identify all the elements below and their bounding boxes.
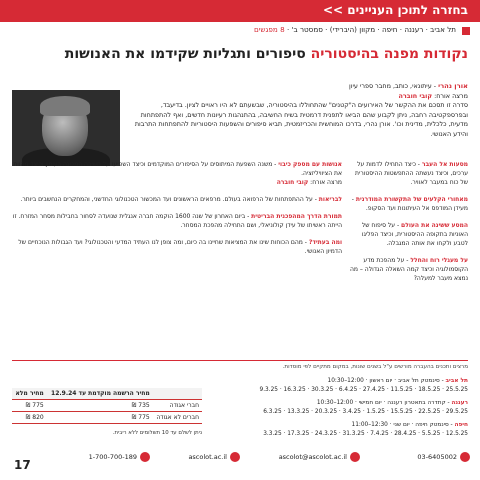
lecture-item <box>12 238 342 256</box>
lecture-item <box>12 195 342 204</box>
back-to-toc-link[interactable]: בחזרה לתוכן העניינים >> <box>322 3 468 17</box>
lecture-item <box>12 212 342 230</box>
phone-icon <box>140 452 150 462</box>
schedule-dates: 29.5.25 · 22.5.25 · 15.5.25 · 1.5.25 · 3.4.25 · 20.3.25 · 13.3.25 · 6.3.25 <box>263 408 468 415</box>
schedule-note: מרצים ותכנים בהעברה מורשים ע"ל בשנים שונות, במקום מתקיים לפי מוסדות. <box>282 364 468 370</box>
lecture-item <box>350 256 468 283</box>
lecture-title: לבריאות <box>318 196 342 203</box>
price-table <box>12 388 202 424</box>
email-text: ascolot@ascolot.ac.il <box>278 453 347 461</box>
red-square-icon <box>462 27 470 35</box>
schedule-row <box>208 399 468 416</box>
lecture-text: - ביום האחרון של שנה 1600 הוקמה חברה אנגלית שנועדה לסחור בחבילות מסחר המזרח. זו הייתה ראשיתו של עידן קולוניאלי, ושם התחילה מהפכת המסחר. <box>12 213 342 229</box>
lecture-item <box>350 160 468 187</box>
location-line: תל אביב · רעננה · חיפה · מקוון (היברידי) · סמסטר ב' · <box>284 25 456 34</box>
top-bar <box>0 0 480 22</box>
location-bar <box>10 25 470 37</box>
footer-phone-2[interactable] <box>89 452 150 462</box>
price-cell: חברים לא אגודה <box>153 412 202 424</box>
photo-hair <box>40 96 90 116</box>
page-title <box>12 46 468 74</box>
lecturer-desc: - עיתונאי, כותב, מחבר ספרי עיון <box>348 82 439 90</box>
price-cell: חברי אגודה <box>153 400 202 412</box>
price-cell: 735 ₪ <box>47 400 153 412</box>
guest-name: קובי חוברה <box>276 179 309 186</box>
lecture-item <box>350 195 468 213</box>
schedule-city: רעננה <box>451 400 468 406</box>
lecture-title: תמורת הדרך המהפכנית הבריטית <box>251 213 342 220</box>
price-cell: 820 ₪ <box>12 412 47 424</box>
schedule <box>208 377 468 443</box>
email-icon <box>350 452 360 462</box>
footer <box>10 450 470 468</box>
price-note: ניתן לשלם עד 10 תשלומים ללא ריבית. <box>112 430 202 436</box>
schedule-row <box>208 377 468 394</box>
table-row <box>12 400 202 412</box>
lecturer-name: אורן נהרי <box>438 82 468 90</box>
lecture-item <box>12 160 342 187</box>
intro-block <box>128 82 468 139</box>
guest-prefix: מרצה אורח: <box>308 179 342 186</box>
schedule-row <box>208 421 468 438</box>
lecture-text: - מעידן המודפס אל העיתונות ועד הסקופ. <box>351 196 468 212</box>
meetings-count: 8 מפגשים <box>254 25 285 34</box>
price-header: מחיר מלא <box>12 388 47 400</box>
lecture-title: על מעגלי רוח והחלל <box>410 257 468 264</box>
schedule-venue: - קתדרה בתאטרון רעננה · יום חמישי · 12:00–10:30 <box>316 400 452 406</box>
phone-icon <box>460 452 470 462</box>
schedule-venue: - סינמטק חיפה · יום שני · 12:30–11:00 <box>351 422 455 428</box>
lecture-title: מסעות אל העבר <box>421 161 468 168</box>
lectures-right-column <box>350 160 468 291</box>
phone-1-text: 03-6405002 <box>417 453 457 461</box>
lecture-title: המסע ששינה את העולם <box>401 222 468 229</box>
price-header: מחיר הרשמה מוקדמת עד 12.9.24 <box>47 388 153 400</box>
lecturer-photo <box>12 90 120 166</box>
org-prefix: מרצה אורח: <box>432 91 468 100</box>
title-main: נקודות מפנה בהיסטוריה <box>310 46 468 62</box>
price-header-row <box>12 388 202 400</box>
lecture-title: מאחורי הקלעים של התקשורת המודרנית <box>355 196 468 203</box>
guest-lecturer-name: קובי חוברה <box>398 91 433 100</box>
lecture-text: - כיצד התחילו לדמות על ערכים, וכיצד נעשתה ההתפשטות ההיסטורית של כוח במעבר לאוויר. <box>355 161 468 186</box>
schedule-city: תל אביב <box>445 378 468 384</box>
lecture-text: - על סיפוח של האוניות בתקופה ההיסטורית, וכיצד הפליגו לטבע ולקחו את אותה המגבלה. <box>361 222 468 247</box>
price-cell: 775 ₪ <box>47 412 153 424</box>
lecture-title: אנושות עם מספק כיבוי <box>278 161 342 168</box>
lecture-title: ומה בעתיד? <box>308 239 342 246</box>
footer-email[interactable] <box>279 452 360 462</box>
table-row <box>12 412 202 424</box>
price-cell: 775 ₪ <box>12 400 47 412</box>
schedule-venue: - סינמטק תל אביב · יום ראשון · 12:00–10:30 <box>327 378 446 384</box>
divider <box>12 360 468 361</box>
lecture-text: - מהם הכוחות שינו את המציאות שחיינו בה כיום, ומה צופן לנו העתיד המדעי והטכנולוגי? ועד הגבולות הנוכחיים של הדמיון האנושי. <box>18 239 342 255</box>
page-number: 17 <box>14 458 31 472</box>
price-header <box>153 388 202 400</box>
phone-2-text: 1-700-700-189 <box>88 453 137 461</box>
intro-body: סדרה זו תסכם את ההקשר של האירועים ה"קטנים" שהתחוללו בהיסטוריה, שבשעתם לא היו ראויים לציון. בדיעבד, ובפרספקטיבה רחבה, ניתן לקבוע שהם הביאו לתפנית דרמטית בשיח החשיבה, בהתנהגות רעיונות חדשים, ואף להתפתחות מדעית, כלכלית, מדינית וכו'. אורן נהרי, בדרכו המוחשית והכריזמטית, תביא סיפורים והשפעות היסטוריות להתפתחות התרבות והידע האנושי. <box>134 101 468 138</box>
location-text <box>254 25 456 34</box>
lecture-text: - משנה השפעת המיתוסים על הסיפורים המוקדמים וכיצד השפיעו על חשיבה המכונה בעיתון וכיצד מהוות את הציוויליזציה. <box>13 161 342 177</box>
footer-phone-1[interactable] <box>417 452 470 462</box>
title-subtitle: סיפורים ותגליות שקידמו את האנושות <box>64 46 311 62</box>
lecture-item <box>350 221 468 248</box>
schedule-dates: 12.5.25 · 5.5.25 · 28.4.25 · 7.4.25 · 31.3.25 · 24.3.25 · 17.3.25 · 3.3.25 <box>263 430 468 437</box>
schedule-city: חיפה <box>454 422 468 428</box>
lecture-text: - על ההתפתחות של הרפואה בעולם. מרפאים הראשונים ועד המכשור הטכנולוגי החדשני, והמחקרים הנחשבים ביותר. <box>20 196 319 203</box>
globe-icon <box>230 452 240 462</box>
lecture-text: - על מהפכת מדע הקוסמולוגיה וכיצד קמה השאלה הגדולה – מה נמצא מעבר למעלה? <box>349 257 468 282</box>
schedule-dates: 25.5.25 · 18.5.25 · 11.5.25 · 27.4.25 · 6.4.25 · 30.3.25 · 16.3.25 · 9.3.25 <box>259 386 468 393</box>
lectures-left-column <box>12 160 342 264</box>
footer-site[interactable] <box>188 452 240 462</box>
site-text: ascolot.ac.il <box>188 453 227 461</box>
